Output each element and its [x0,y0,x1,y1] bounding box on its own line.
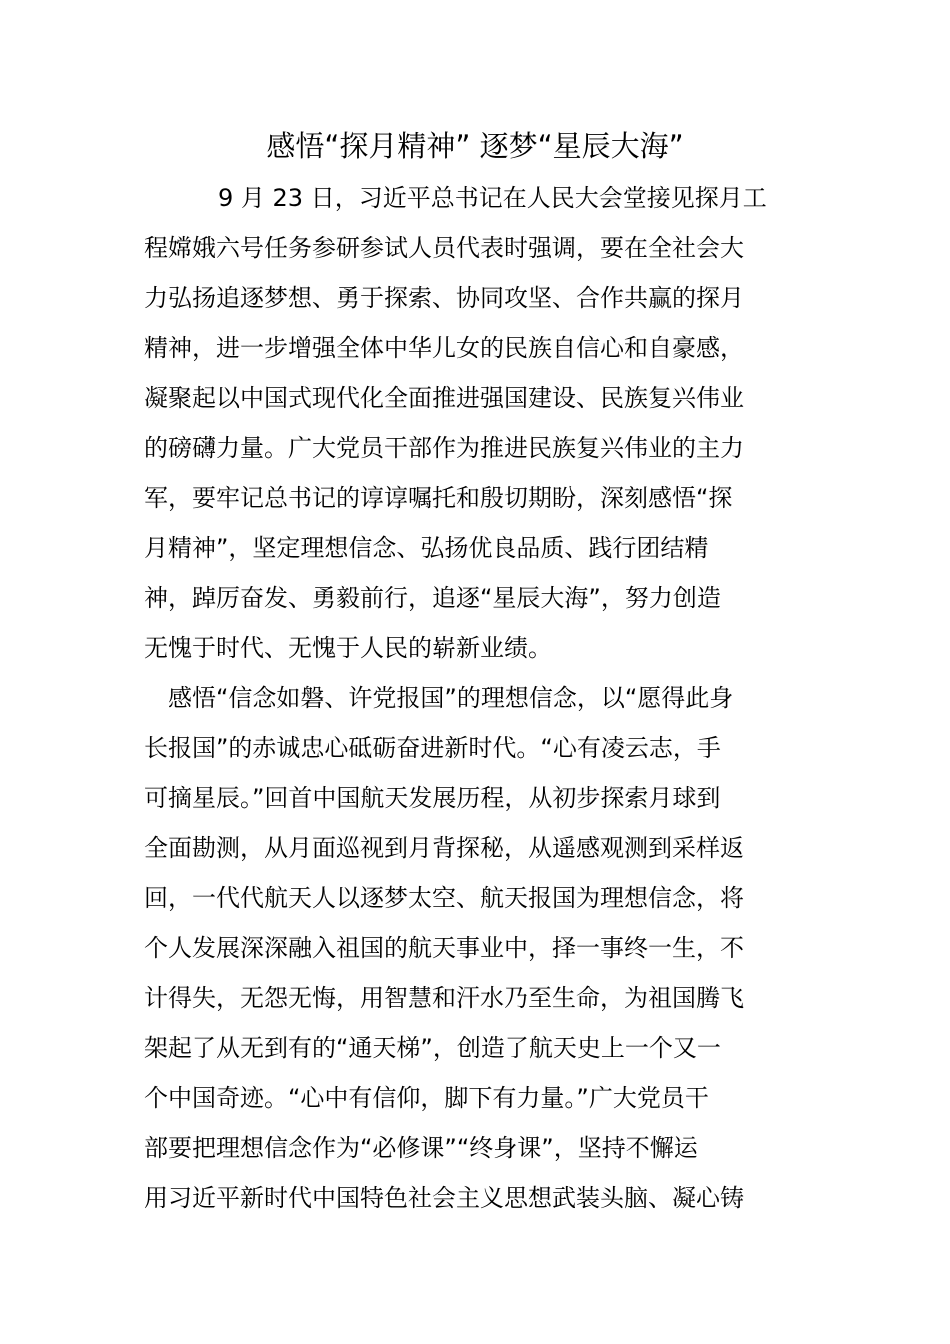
paragraph-2-line-10: 部要把理想信念作为“必修课”“终身课”，坚持不懈运 [144,1134,698,1162]
paragraph-1-line-3: 力弘扬追逐梦想、勇于探索、协同攻坚、合作共赢的探月 [144,284,744,312]
paragraph-2-line-7: 计得失，无怨无悔，用智慧和汗水乃至生命，为祖国腾飞 [144,984,744,1012]
paragraph-1-line-10: 无愧于时代、无愧于人民的崭新业绩。 [144,634,552,662]
paragraph-1-line-5: 凝聚起以中国式现代化全面推进强国建设、民族复兴伟业 [144,384,744,412]
paragraph-2-line-3: 可摘星辰。”回首中国航天发展历程，从初步探索月球到 [144,784,721,812]
document-title: 感悟“探月精神” 逐梦“星辰大海” [266,129,684,163]
paragraph-2-line-9: 个中国奇迹。“心中有信仰，脚下有力量。”广大党员干 [144,1084,709,1112]
paragraph-1-line-9: 神，踔厉奋发、勇毅前行，追逐“星辰大海”，努力创造 [144,584,721,612]
paragraph-2-line-4: 全面勘测，从月面巡视到月背探秘，从遥感观测到采样返 [144,834,744,862]
paragraph-1-line-1: 9 月 23 日，习近平总书记在人民大会堂接见探月工 [218,184,767,212]
paragraph-1-line-4: 精神，进一步增强全体中华儿女的民族自信心和自豪感， [144,334,744,362]
paragraph-2-line-5: 回，一代代航天人以逐梦太空、航天报国为理想信念，将 [144,884,744,912]
paragraph-1-line-6: 的磅礴力量。广大党员干部作为推进民族复兴伟业的主力 [144,434,744,462]
paragraph-2-line-1: 感悟“信念如磐、许党报国”的理想信念，以“愿得此身 [168,684,734,712]
paragraph-1-line-7: 军，要牢记总书记的谆谆嘱托和殷切期盼，深刻感悟“探 [144,484,733,512]
paragraph-2-line-11: 用习近平新时代中国特色社会主义思想武装头脑、凝心铸 [144,1184,744,1212]
paragraph-2-line-6: 个人发展深深融入祖国的航天事业中，择一事终一生，不 [144,934,744,962]
paragraph-1-line-8: 月精神”，坚定理想信念、弘扬优良品质、践行团结精 [144,534,709,562]
paragraph-1-line-2: 程嫦娥六号任务参研参试人员代表时强调，要在全社会大 [144,234,744,262]
paragraph-2-line-2: 长报国”的赤诚忠心砥砺奋进新时代。“心有凌云志，手 [144,734,721,762]
paragraph-2-line-8: 架起了从无到有的“通天梯”，创造了航天史上一个又一 [144,1034,721,1062]
